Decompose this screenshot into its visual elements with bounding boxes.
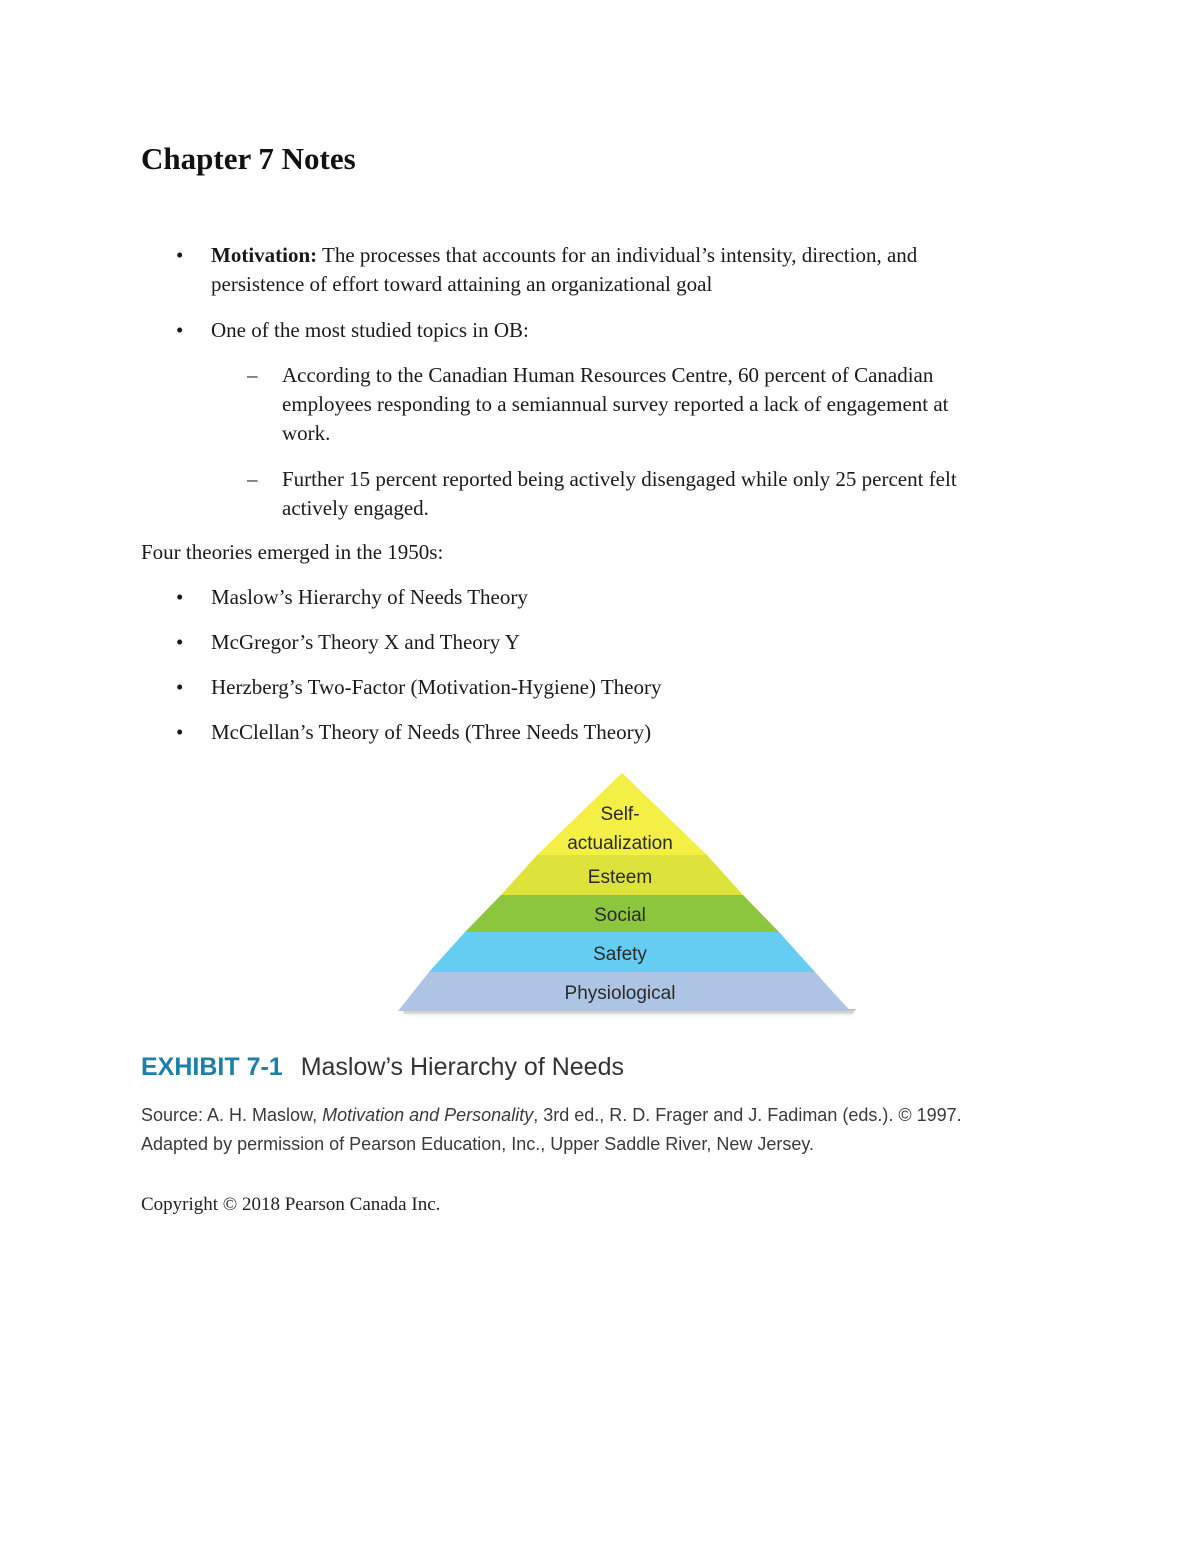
exhibit-number: EXHIBIT 7-1 <box>141 1053 283 1081</box>
dash-marker: – <box>247 363 258 387</box>
term-motivation: Motivation: <box>211 243 318 267</box>
pyramid-label-esteem: Esteem <box>587 867 653 888</box>
pyramid-label-physiological: Physiological <box>564 983 676 1004</box>
pyramid-label-self: Self- <box>600 804 640 825</box>
bullet-marker: • <box>176 585 184 609</box>
exhibit-caption <box>141 1053 624 1082</box>
maslow-pyramid-figure <box>390 765 870 1030</box>
motivation-definition-line2: persistence of effort toward attaining an organizational goal <box>211 272 713 296</box>
bullet-marker: • <box>176 675 184 699</box>
page-title: Chapter 7 Notes <box>141 141 356 176</box>
theory-text: Maslow’s Hierarchy of Needs Theory <box>211 585 528 609</box>
sub-item-line: employees responding to a semiannual survey reported a lack of engagement at <box>282 392 949 416</box>
pyramid-label-actualization: actualization <box>567 833 673 854</box>
sub-item-line: According to the Canadian Human Resources Centre, 60 percent of Canadian <box>282 363 934 387</box>
sub-item-line: Further 15 percent reported being actively disengaged while only 25 percent felt <box>282 467 957 491</box>
motivation-definition-line1: Motivation: The processes that accounts for an individual’s intensity, direction, and <box>211 243 918 267</box>
sub-item-line: actively engaged. <box>282 496 429 520</box>
pyramid-label-safety: Safety <box>593 944 647 965</box>
source-book-title: Motivation and Personality <box>322 1105 534 1125</box>
bullet-marker: • <box>176 318 184 342</box>
bullet-marker: • <box>176 243 184 267</box>
theory-text: McGregor’s Theory X and Theory Y <box>211 630 520 654</box>
exhibit-source <box>141 1101 1081 1159</box>
source-line1: Source: A. H. Maslow, Motivation and Personality, 3rd ed., R. D. Frager and J. Fadiman (eds.). © 1997. <box>141 1105 962 1125</box>
pyramid-label-social: Social <box>594 905 646 926</box>
source-line2: Adapted by permission of Pearson Education, Inc., Upper Saddle River, New Jersey. <box>141 1134 815 1154</box>
theories-intro: Four theories emerged in the 1950s: <box>141 540 444 564</box>
bullet-marker: • <box>176 630 184 654</box>
copyright-notice: Copyright © 2018 Pearson Canada Inc. <box>141 1194 441 1215</box>
exhibit-title: Maslow’s Hierarchy of Needs <box>300 1053 624 1081</box>
dash-marker: – <box>247 467 258 491</box>
theory-text: Herzberg’s Two-Factor (Motivation-Hygiene) Theory <box>211 675 662 699</box>
sub-item-line: work. <box>282 421 331 445</box>
bullet-marker: • <box>176 720 184 744</box>
theory-text: McClellan’s Theory of Needs (Three Needs Theory) <box>211 720 652 744</box>
list-item-text: One of the most studied topics in OB: <box>211 318 529 342</box>
